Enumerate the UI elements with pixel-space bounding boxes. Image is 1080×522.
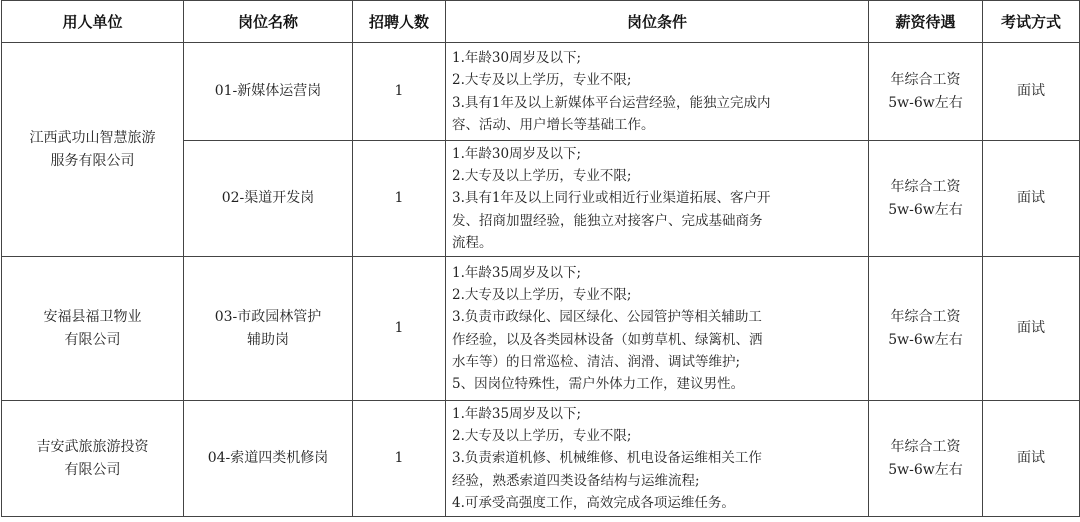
condition-line: 3.具有1年及以上同行业或相近行业渠道拓展、客户开 <box>452 190 771 207</box>
condition-line: 作经验，以及各类园林设备（如剪草机、绿篱机、洒 <box>452 331 763 348</box>
condition-line: 5、因岗位特殊性，需户外体力工作，建议男性。 <box>452 375 745 392</box>
salary-cell <box>869 401 983 517</box>
condition-line: 1.年龄30周岁及以下; <box>452 145 582 162</box>
position-name: 02-渠道开发岗 <box>221 190 315 206</box>
conditions-cell <box>446 43 869 141</box>
position-cell <box>184 257 353 401</box>
position-name: 01-新媒体运营岗 <box>214 83 322 99</box>
condition-line: 3.具有1年及以上新媒体平台运营经验，能独立完成内 <box>452 94 771 111</box>
condition-line: 1.年龄35周岁及以下; <box>452 405 582 422</box>
condition-line: 3.负责索道机修、机械维修、机电设备运维相关工作 <box>452 450 762 467</box>
condition-line: 1.年龄35周岁及以下; <box>452 264 582 281</box>
header-position: 岗位名称 <box>184 1 353 43</box>
header-unit: 用人单位 <box>2 1 184 43</box>
position-cell <box>184 141 353 257</box>
header-exam: 考试方式 <box>983 1 1080 43</box>
salary-line: 5w-6w左右 <box>888 94 963 111</box>
count-cell: 1 <box>353 401 446 517</box>
header-conditions: 岗位条件 <box>446 1 869 43</box>
exam-cell: 面试 <box>983 141 1080 257</box>
salary-cell <box>869 141 983 257</box>
company-cell <box>2 43 184 257</box>
condition-line: 流程。 <box>452 234 493 251</box>
header-salary: 薪资待遇 <box>869 1 983 43</box>
salary-line: 年综合工资 <box>890 438 961 455</box>
position-name: 04-索道四类机修岗 <box>207 450 329 466</box>
salary-line: 5w-6w左右 <box>888 331 963 348</box>
position-name: 辅助岗 <box>247 331 289 348</box>
conditions-cell <box>446 401 869 517</box>
header-count: 招聘人数 <box>353 1 446 43</box>
conditions-cell <box>446 141 869 257</box>
exam-cell: 面试 <box>983 43 1080 141</box>
salary-line: 年综合工资 <box>890 308 961 325</box>
condition-line: 2.大专及以上学历，专业不限; <box>452 428 632 445</box>
condition-line: 2.大专及以上学历，专业不限; <box>452 72 632 89</box>
condition-line: 4.可承受高强度工作，高效完成各项运维任务。 <box>452 494 735 511</box>
company-name-line: 有限公司 <box>64 461 121 478</box>
count-cell: 1 <box>353 43 446 141</box>
condition-line: 容、活动、用户增长等基础工作。 <box>452 116 655 133</box>
table-row <box>2 401 1080 517</box>
company-name-line: 有限公司 <box>64 331 121 348</box>
salary-line: 年综合工资 <box>890 71 961 88</box>
company-name-line: 服务有限公司 <box>50 152 135 169</box>
count-cell: 1 <box>353 257 446 401</box>
company-name-line: 江西武功山智慧旅游 <box>29 129 156 146</box>
condition-line: 3.负责市政绿化、园区绿化、公园管护等相关辅助工 <box>452 309 762 326</box>
table-row <box>2 257 1080 401</box>
company-name-line: 安福县福卫物业 <box>43 308 142 325</box>
position-cell <box>184 43 353 141</box>
exam-cell: 面试 <box>983 257 1080 401</box>
position-name: 03-市政园林管护 <box>214 308 322 325</box>
position-cell <box>184 401 353 517</box>
condition-line: 2.大专及以上学历，专业不限; <box>452 168 632 185</box>
conditions-cell <box>446 257 869 401</box>
salary-line: 5w-6w左右 <box>888 461 963 478</box>
condition-line: 经验，熟悉索道四类设备结构与运维流程; <box>452 472 700 489</box>
company-cell <box>2 401 184 517</box>
condition-line: 1.年龄30周岁及以下; <box>452 50 582 67</box>
company-name-line: 吉安武旅旅游投资 <box>36 438 149 455</box>
salary-cell <box>869 257 983 401</box>
table-row <box>2 43 1080 141</box>
condition-line: 水车等）的日常巡检、清洁、润滑、调试等维护; <box>452 353 741 370</box>
count-cell: 1 <box>353 141 446 257</box>
salary-line: 年综合工资 <box>890 178 961 195</box>
condition-line: 发、招商加盟经验，能独立对接客户、完成基础商务 <box>452 212 763 229</box>
exam-cell: 面试 <box>983 401 1080 517</box>
company-cell <box>2 257 184 401</box>
header-row <box>2 1 1080 43</box>
salary-line: 5w-6w左右 <box>888 201 963 218</box>
condition-line: 2.大专及以上学历，专业不限; <box>452 287 632 304</box>
salary-cell <box>869 43 983 141</box>
recruitment-table <box>1 0 1080 517</box>
